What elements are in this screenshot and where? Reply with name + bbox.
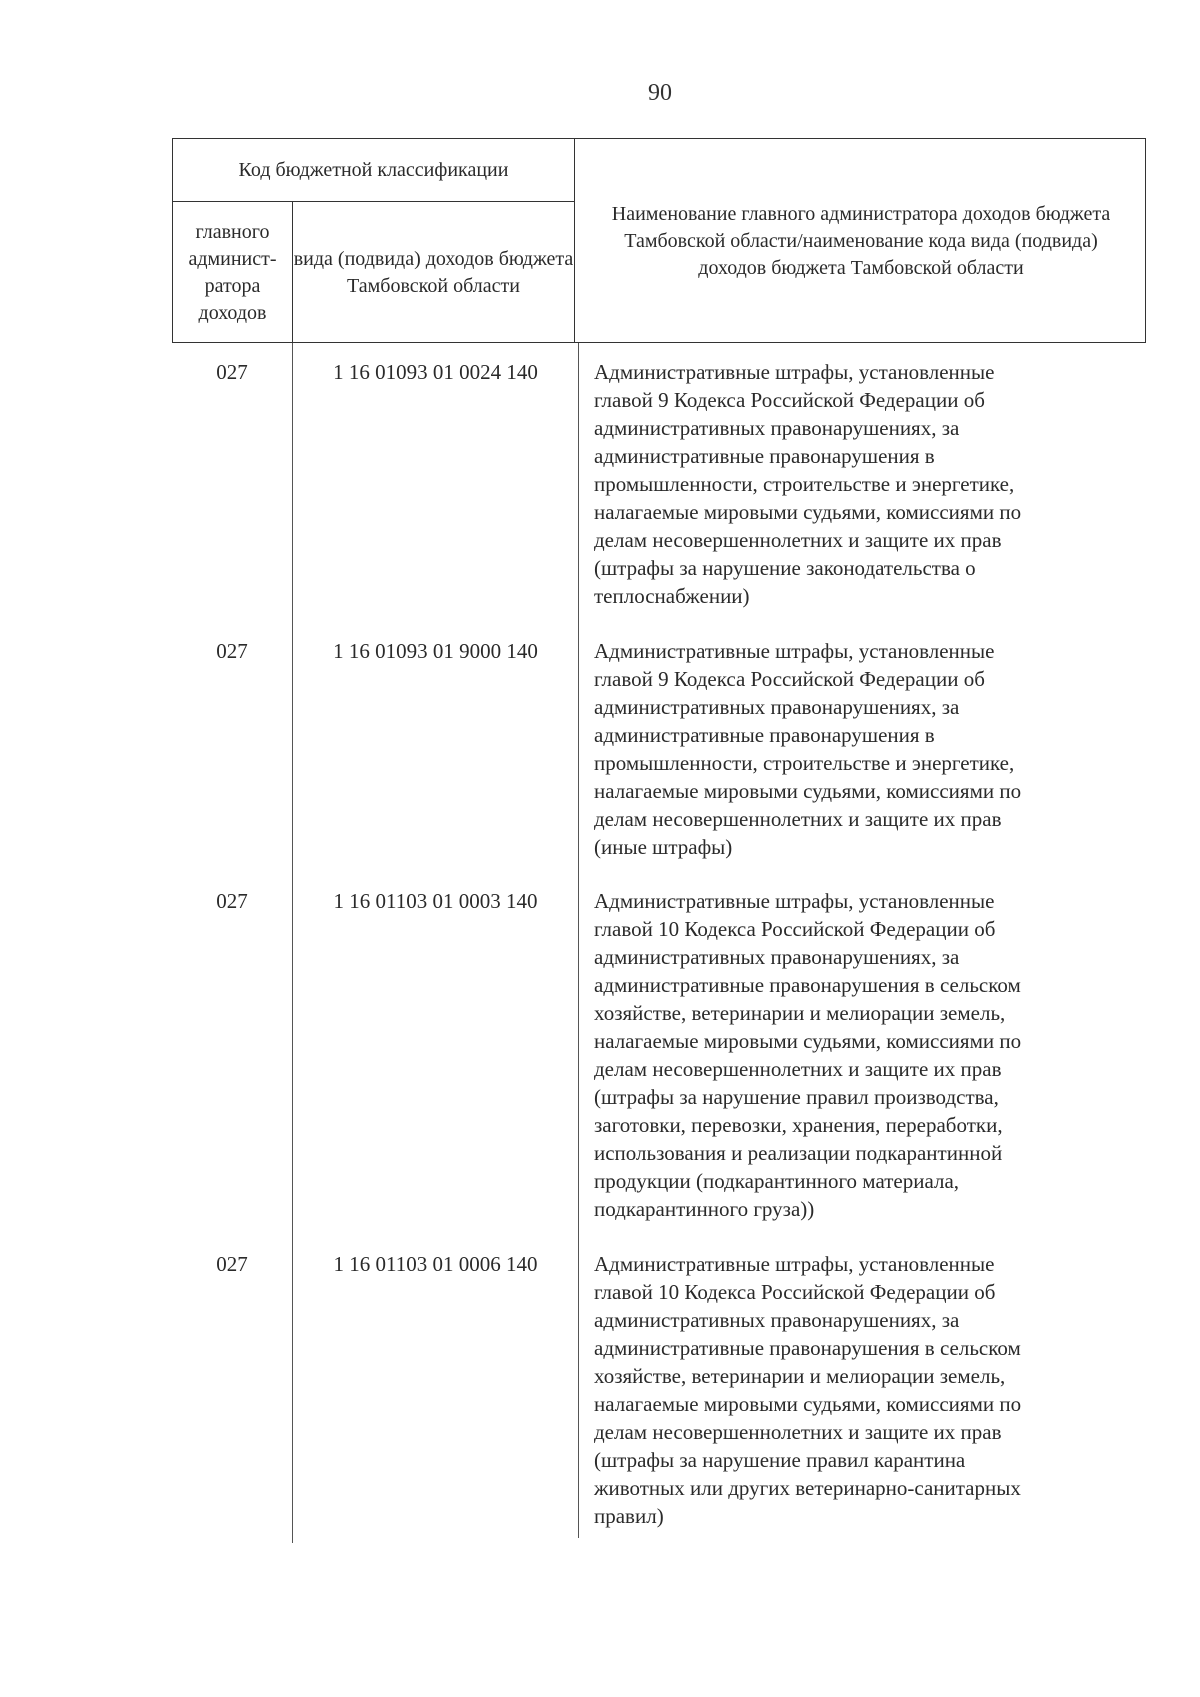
- header-kind-column: вида (подвида) доходов бюджета Тамбовской области: [293, 247, 574, 297]
- row-budget-code: 1 16 01093 01 9000 140: [333, 639, 538, 663]
- row-description: Административные штрафы, установленные главой 10 Кодекса Российской Федерации об административных правонарушениях, за административные правонарушения в сельском хозяйстве, ветеринарии и мелиорации земель, налагаемые мировыми судьями, комиссиями по делам несовершеннолетних и защите их прав (штрафы за нарушение правил карантина животных или других ветеринарно-санитарных правил): [594, 1252, 1022, 1528]
- row-description: Административные штрафы, установленные главой 9 Кодекса Российской Федерации об административных правонарушениях, за административные правонарушения в промышленности, строительстве и энергетике, налагаемые мировыми судьями, комиссиями по делам несовершеннолетних и защите их прав (иные штрафы): [594, 639, 1022, 859]
- row-admin-code: 027: [216, 639, 248, 663]
- header-code-group: Код бюджетной классификации: [238, 158, 509, 181]
- row-description: Административные штрафы, установленные главой 10 Кодекса Российской Федерации об административных правонарушениях, за административные правонарушения в сельском хозяйстве, ветеринарии и мелиорации земель, налагаемые мировыми судьями, комиссиями по делам несовершеннолетних и защите их прав (штрафы за нарушение правил производства, заготовки, перевозки, хранения, переработки, использования и реализации подкарантинной продукции (подкарантинного материала, подкарантинного груза)): [594, 889, 1022, 1221]
- header-name-column: Наименование главного администратора доходов бюджета Тамбовской области/наименование кода вида (подвида) доходов бюджета Тамбовской области: [611, 203, 1111, 279]
- row-description: Административные штрафы, установленные главой 9 Кодекса Российской Федерации об административных правонарушениях, за административные правонарушения в промышленности, строительстве и энергетике, налагаемые мировыми судьями, комиссиями по делам несовершеннолетних и защите их прав (штрафы за нарушение законодательства о теплоснабжении): [594, 360, 1022, 608]
- row-budget-code: 1 16 01093 01 0024 140: [333, 360, 538, 384]
- table-header: [172, 138, 1146, 343]
- row-admin-code: 027: [216, 1252, 248, 1276]
- column-divider-2: [578, 343, 579, 1538]
- page-number: 90: [648, 80, 672, 106]
- header-admin-column: [173, 201, 292, 344]
- column-divider-1: [292, 343, 293, 1543]
- row-admin-code: 027: [216, 360, 248, 384]
- row-admin-code: 027: [216, 889, 248, 913]
- row-budget-code: 1 16 01103 01 0003 140: [333, 889, 538, 913]
- row-budget-code: 1 16 01103 01 0006 140: [333, 1252, 538, 1276]
- header-admin-label: главного админист- ратора доходов: [188, 220, 277, 324]
